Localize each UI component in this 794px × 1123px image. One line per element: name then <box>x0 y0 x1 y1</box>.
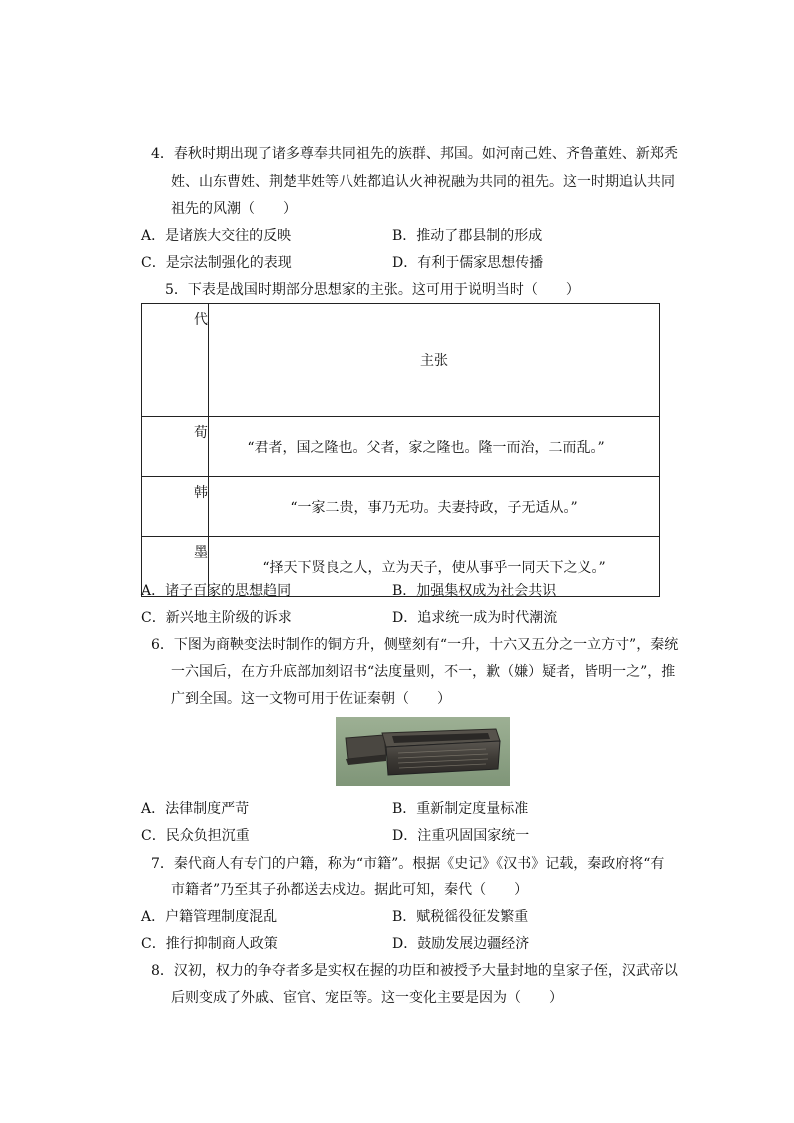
q5-option-a: A．诸子百家的思想趋同 <box>141 583 292 599</box>
thinkers-table <box>141 303 660 597</box>
q7-option-a: A．户籍管理制度混乱 <box>141 909 278 925</box>
q6-option-d: D．注重巩固国家统一 <box>392 828 530 844</box>
q8-stem-line-2: 后则变成了外戚、宦官、宠臣等。这一变化主要是因为（ ） <box>171 990 563 1006</box>
q6-option-b: B．重新制定度量标准 <box>392 801 529 817</box>
table-header-claim: 主张 <box>209 304 660 417</box>
table-cell-thinker: 墨 <box>142 537 209 597</box>
table-cell-quote <box>209 417 660 477</box>
q6-stem-line-3: 广到全国。这一文物可用于佐证秦朝（ ） <box>171 691 451 707</box>
q7-stem-line-2: 市籍者”乃至其子孙都送去戍边。据此可知，秦代（ ） <box>171 882 529 898</box>
q4-stem-line-2: 姓、山东曹姓、荆楚芈姓等八姓都追认火神祝融为共同的祖先。这一时期追认共同 <box>171 174 675 190</box>
q4-stem-line-1: 4．春秋时期出现了诸多尊奉共同祖先的族群、邦国。如河南己姓、齐鲁董姓、新郑秃 <box>151 146 678 162</box>
table-row <box>142 477 660 537</box>
table-header-row <box>142 304 660 417</box>
q4-option-d: D．有利于儒家思想传播 <box>392 255 544 271</box>
table-cell-quote <box>209 477 660 537</box>
quote-text: “一家二贵，事乃无功。夫妻持政，子无适从。” <box>290 499 578 516</box>
q6-option-c: C．民众负担沉重 <box>141 828 250 844</box>
q7-stem-line-1: 7．秦代商人有专门的户籍，称为“市籍”。根据《史记》《汉书》记载，秦政府将“有 <box>151 856 665 872</box>
quote-text: “君者，国之隆也。父者，家之隆也。隆一而治，二而乱。” <box>247 439 605 456</box>
q7-option-d: D．鼓励发展边疆经济 <box>392 936 530 952</box>
q5-stem: 5．下表是战国时期部分思想家的主张。这可用于说明当时（ ） <box>165 282 580 298</box>
q6-stem-line-2: 一六国后，在方升底部加刻诏书“法度量则，不一，歉（嫌）疑者，皆明一之”，推 <box>171 664 676 680</box>
q5-option-c: C．新兴地主阶级的诉求 <box>141 610 292 626</box>
bronze-square-sheng-image <box>336 717 510 786</box>
q5-option-d: D．追求统一成为时代潮流 <box>392 610 558 626</box>
q7-option-b: B．赋税徭役征发繁重 <box>392 909 529 925</box>
q6-stem-line-1: 6．下图为商鞅变法时制作的铜方升，侧壁刻有“一升，十六又五分之一立方寸”，秦统 <box>151 637 679 653</box>
table-header-era: 代 <box>142 304 209 417</box>
q7-option-c: C．推行抑制商人政策 <box>141 936 278 952</box>
q5-option-b: B．加强集权成为社会共识 <box>392 583 557 599</box>
q4-option-b: B．推动了郡县制的形成 <box>392 228 543 244</box>
q4-option-c: C．是宗法制强化的表现 <box>141 255 292 271</box>
q6-option-a: A．法律制度严苛 <box>141 801 250 817</box>
table-cell-thinker: 荀 <box>142 417 209 477</box>
quote-text: “择天下贤良之人，立为天子，使从事乎一同天下之义。” <box>262 559 606 576</box>
table-cell-thinker: 韩 <box>142 477 209 537</box>
q4-stem-line-3: 祖先的风潮（ ） <box>171 201 297 217</box>
q4-option-a: A．是诸族大交往的反映 <box>141 228 292 244</box>
q8-stem-line-1: 8．汉初，权力的争夺者多是实权在握的功臣和被授予大量封地的皇家子侄，汉武帝以 <box>151 963 678 979</box>
table-row <box>142 417 660 477</box>
